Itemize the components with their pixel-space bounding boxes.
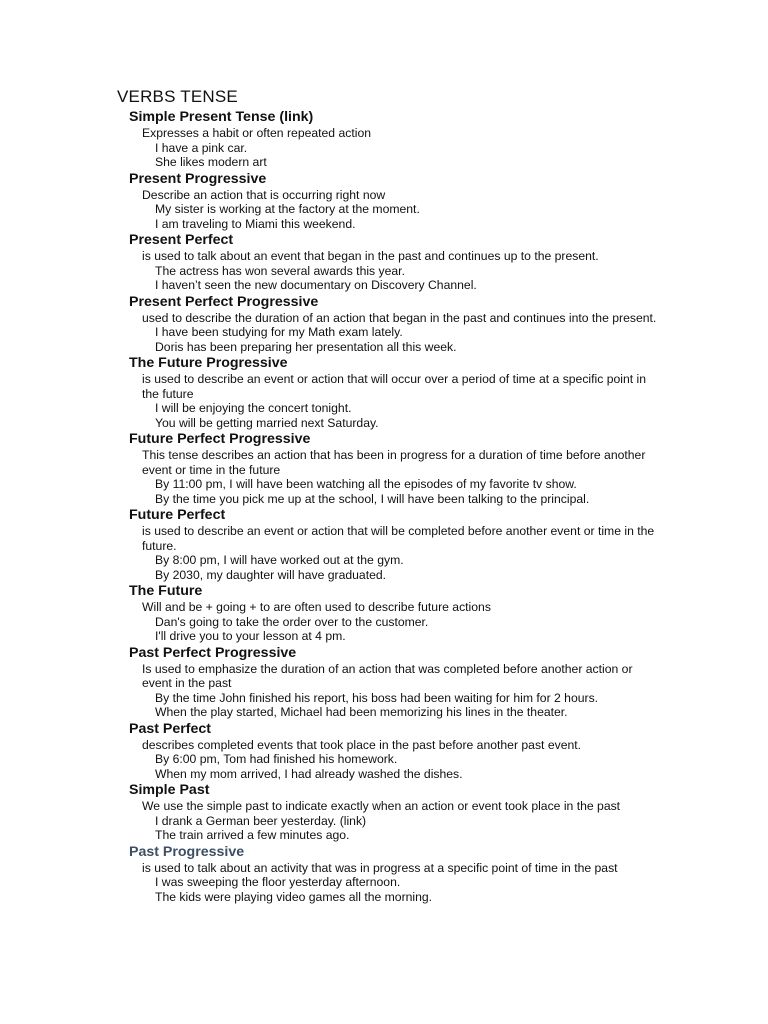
section-future-perfect (117, 506, 757, 582)
example-sentence: The train arrived a few minutes ago. (155, 828, 350, 842)
document-title: VERBS TENSE (117, 87, 238, 106)
section-description: Will and be + going + to are often used to describe future actions (142, 600, 491, 614)
section-present-perfect-progressive (117, 293, 757, 355)
example-sentence: Doris has been preparing her presentation all this week. (155, 339, 457, 354)
example-sentence: You will be getting married next Saturday. (155, 415, 379, 430)
example-sentence: I haven’t seen the new documentary on Discovery Channel. (155, 278, 477, 292)
example-sentence: I have a pink car. (155, 140, 248, 155)
example-sentence: By 6:00 pm, Tom had finished his homework. (155, 752, 398, 766)
section-present-progressive (117, 170, 757, 232)
section-heading: The Future (129, 583, 203, 599)
example-sentence: She likes modern art (155, 155, 267, 169)
section-description: Describe an action that is occurring right now (142, 187, 386, 202)
section-future-progressive (117, 354, 757, 430)
example-sentence: The actress has won several awards this year. (155, 263, 405, 278)
section-description: This tense describes an action that has been in progress for a duration of time before another event or time in the future (142, 448, 646, 477)
example-sentence: I'll drive you to your lesson at 4 pm. (155, 629, 346, 643)
example-sentence: By 2030, my daughter will have graduated. (155, 567, 387, 582)
section-heading: Present Perfect (129, 232, 234, 248)
section-description: is used to talk about an activity that was in progress at a specific point of time in the past (142, 860, 618, 875)
section-present-perfect (117, 231, 757, 293)
example-sentence: By 11:00 pm, I will have been watching all the episodes of my favorite tv show. (155, 477, 577, 491)
section-past-perfect-progressive (117, 644, 757, 720)
example-sentence: I have been studying for my Math exam lately. (155, 325, 403, 339)
example-sentence: By 8:00 pm, I will have worked out at the gym. (155, 553, 404, 567)
section-description: Is used to emphasize the duration of an action that was completed before another action or event in the past (142, 661, 633, 690)
section-heading: Present Progressive (129, 170, 267, 187)
section-heading: Past Perfect (129, 720, 212, 737)
document-page (117, 86, 757, 904)
section-heading: The Future Progressive (129, 355, 288, 371)
example-sentence: I drank a German beer yesterday. (link) (155, 813, 367, 828)
section-description: We use the simple past to indicate exactly when an action or event took place in the past (142, 799, 621, 813)
example-sentence: My sister is working at the factory at the moment. (155, 202, 420, 216)
example-sentence: I was sweeping the floor yesterday afternoon. (155, 875, 401, 889)
section-heading: Future Perfect Progressive (129, 431, 311, 447)
section-heading: Future Perfect (129, 507, 226, 523)
section-description: describes completed events that took place in the past before another past event. (142, 737, 582, 752)
section-description: used to describe the duration of an action that began in the past and continues into the present. (142, 310, 657, 325)
section-description: is used to talk about an event that began in the past and continues up to the present. (142, 249, 599, 263)
section-description: Expresses a habit or often repeated action (142, 126, 371, 140)
section-past-perfect (117, 720, 757, 782)
example-sentence: The kids were playing video games all the morning. (155, 889, 433, 904)
example-sentence: Dan's going to take the order over to the customer. (155, 614, 429, 629)
section-heading: Past Progressive (129, 843, 245, 860)
section-the-future (117, 582, 757, 644)
example-sentence: By the time you pick me up at the school, I will have been talking to the principal. (155, 491, 590, 506)
section-description: is used to describe an event or action that will occur over a period of time at a specific point in the future (142, 372, 647, 401)
section-description: is used to describe an event or action that will be completed before another event or time in the future. (142, 524, 655, 553)
section-heading: Past Perfect Progressive (129, 644, 297, 661)
section-heading: Present Perfect Progressive (129, 293, 319, 310)
section-heading: Simple Present Tense (link) (129, 109, 314, 125)
example-sentence: I am traveling to Miami this weekend. (155, 216, 356, 231)
section-past-progressive (117, 843, 757, 905)
example-sentence: When my mom arrived, I had already washed the dishes. (155, 766, 463, 781)
section-simple-past (117, 781, 757, 843)
section-simple-present (117, 108, 757, 170)
section-heading: Simple Past (129, 782, 210, 798)
example-sentence: By the time John finished his report, his boss had been waiting for him for 2 hours. (155, 690, 599, 705)
section-future-perfect-progressive (117, 430, 757, 506)
example-sentence: When the play started, Michael had been memorizing his lines in the theater. (155, 705, 568, 719)
example-sentence: I will be enjoying the concert tonight. (155, 401, 352, 415)
